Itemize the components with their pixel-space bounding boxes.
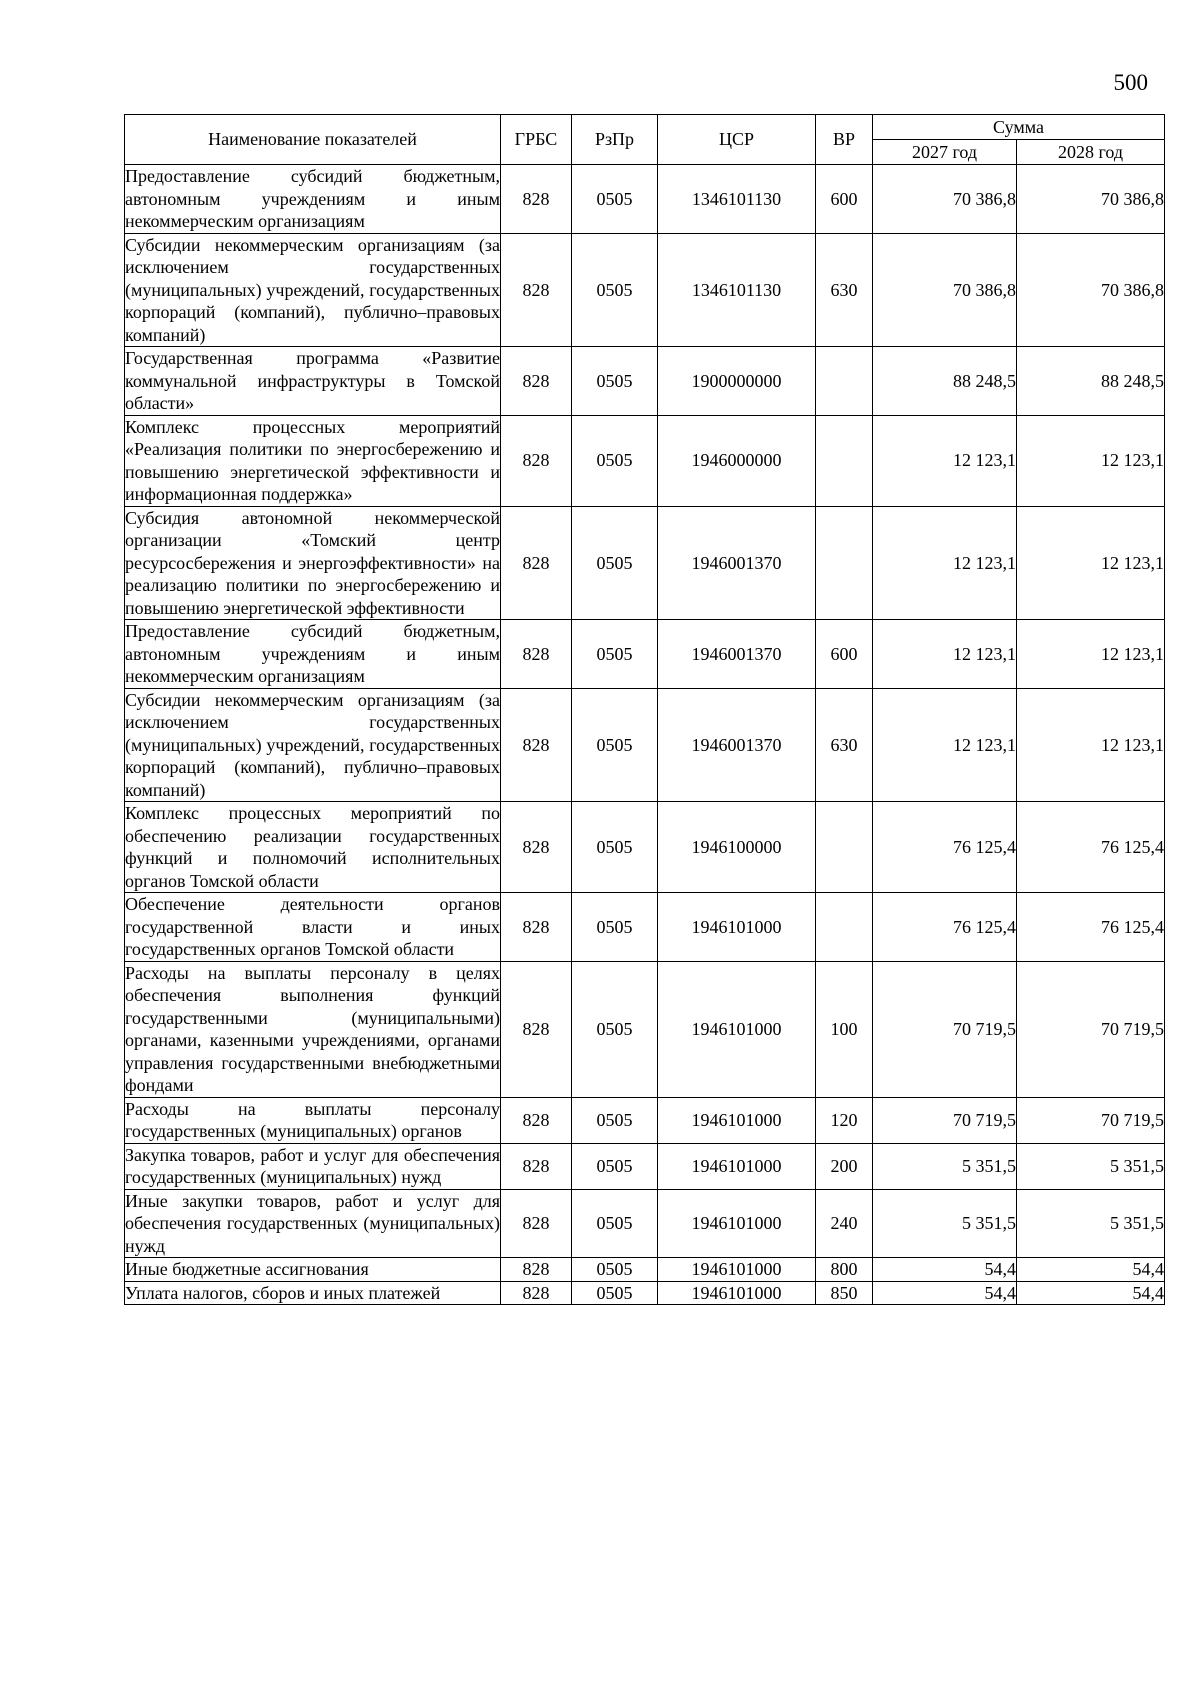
cell-sum-2027: 12 123,1: [873, 620, 1017, 689]
cell-csr: 1946101000: [658, 1097, 816, 1143]
cell-rzpr: 0505: [572, 1143, 658, 1189]
cell-vr: [816, 893, 873, 962]
cell-csr: 1946101000: [658, 1281, 816, 1305]
header-vr: ВР: [816, 115, 873, 165]
cell-sum-2027: 54,4: [873, 1281, 1017, 1305]
cell-vr: [816, 415, 873, 506]
table-row: [125, 506, 1165, 620]
cell-vr: 800: [816, 1258, 873, 1282]
cell-sum-2027: 5 351,5: [873, 1189, 1017, 1258]
cell-sum-2028: 70 386,8: [1017, 233, 1165, 347]
cell-sum-2028: 5 351,5: [1017, 1189, 1165, 1258]
cell-grbs: 828: [501, 1143, 572, 1189]
header-sum: Сумма: [873, 115, 1165, 140]
header-csr: ЦСР: [658, 115, 816, 165]
cell-rzpr: 0505: [572, 415, 658, 506]
cell-sum-2028: 12 123,1: [1017, 506, 1165, 620]
table-row: [125, 1281, 1165, 1305]
cell-sum-2028: 70 719,5: [1017, 1097, 1165, 1143]
cell-sum-2027: 12 123,1: [873, 688, 1017, 802]
cell-csr: 1946000000: [658, 415, 816, 506]
cell-sum-2028: 5 351,5: [1017, 1143, 1165, 1189]
cell-csr: 1346101130: [658, 165, 816, 234]
cell-vr: 200: [816, 1143, 873, 1189]
cell-name: Расходы на выплаты персоналу государственных (муниципальных) органов: [125, 1098, 500, 1141]
cell-sum-2027: 70 719,5: [873, 1097, 1017, 1143]
cell-sum-2027: 76 125,4: [873, 893, 1017, 962]
cell-sum-2028: 12 123,1: [1017, 415, 1165, 506]
cell-vr: 600: [816, 165, 873, 234]
cell-vr: 630: [816, 688, 873, 802]
cell-csr: 1946101000: [658, 1258, 816, 1282]
cell-sum-2027: 88 248,5: [873, 347, 1017, 416]
cell-sum-2027: 70 386,8: [873, 165, 1017, 234]
table-row: [125, 802, 1165, 893]
table-body: [125, 165, 1165, 1305]
table-row: [125, 347, 1165, 416]
cell-name: Предоставление субсидий бюджетным, автономным учреждениям и иным некоммерческим организациям: [125, 166, 500, 231]
cell-grbs: 828: [501, 1281, 572, 1305]
header-rzpr: РзПр: [572, 115, 658, 165]
cell-sum-2027: 5 351,5: [873, 1143, 1017, 1189]
cell-vr: 630: [816, 233, 873, 347]
cell-name: Иные бюджетные ассигнования: [125, 1258, 501, 1282]
cell-rzpr: 0505: [572, 802, 658, 893]
cell-vr: 850: [816, 1281, 873, 1305]
page-number: 500: [1113, 70, 1148, 95]
cell-grbs: 828: [501, 415, 572, 506]
cell-name: Комплекс процессных мероприятий «Реализация политики по энергосбережению и повышению энергетической эффективности и информационная поддержка»: [125, 416, 500, 504]
cell-vr: 120: [816, 1097, 873, 1143]
cell-rzpr: 0505: [572, 1189, 658, 1258]
cell-sum-2027: 54,4: [873, 1258, 1017, 1282]
cell-name: Субсидии некоммерческим организациям (за исключением государственных (муниципальных) учреждений, государственных корпораций (компаний), публично–правовых компаний): [125, 234, 500, 345]
cell-csr: 1946001370: [658, 506, 816, 620]
cell-sum-2027: 12 123,1: [873, 415, 1017, 506]
cell-csr: 1946101000: [658, 1143, 816, 1189]
cell-rzpr: 0505: [572, 506, 658, 620]
cell-csr: 1946101000: [658, 1189, 816, 1258]
table-row: [125, 165, 1165, 234]
cell-sum-2027: 70 719,5: [873, 961, 1017, 1097]
cell-name: Комплекс процессных мероприятий по обеспечению реализации государственных функций и полномочий исполнительных органов Томской области: [125, 803, 500, 891]
cell-rzpr: 0505: [572, 1097, 658, 1143]
header-grbs: ГРБС: [501, 115, 572, 165]
cell-grbs: 828: [501, 1189, 572, 1258]
cell-name: Субсидии некоммерческим организациям (за исключением государственных (муниципальных) учреждений, государственных корпораций (компаний), публично–правовых компаний): [125, 689, 500, 800]
table-row: [125, 688, 1165, 802]
cell-csr: 1346101130: [658, 233, 816, 347]
cell-name: Закупка товаров, работ и услуг для обеспечения государственных (муниципальных) нужд: [125, 1144, 500, 1187]
cell-rzpr: 0505: [572, 620, 658, 689]
cell-vr: [816, 802, 873, 893]
cell-name: Иные закупки товаров, работ и услуг для обеспечения государственных (муниципальных) нужд: [125, 1190, 500, 1256]
cell-grbs: 828: [501, 165, 572, 234]
cell-grbs: 828: [501, 893, 572, 962]
cell-csr: 1900000000: [658, 347, 816, 416]
table-row: [125, 893, 1165, 962]
cell-grbs: 828: [501, 233, 572, 347]
cell-name: Субсидия автономной некоммерческой организации «Томский центр ресурсосбережения и энергоэффективности» на реализацию политики по энергосбережению и повышению энергетической эффективности: [125, 507, 500, 618]
cell-grbs: 828: [501, 1097, 572, 1143]
cell-rzpr: 0505: [572, 961, 658, 1097]
cell-sum-2027: 76 125,4: [873, 802, 1017, 893]
cell-sum-2028: 12 123,1: [1017, 620, 1165, 689]
cell-rzpr: 0505: [572, 233, 658, 347]
cell-grbs: 828: [501, 620, 572, 689]
cell-sum-2028: 70 719,5: [1017, 961, 1165, 1097]
cell-grbs: 828: [501, 961, 572, 1097]
cell-sum-2027: 70 386,8: [873, 233, 1017, 347]
cell-name: Уплата налогов, сборов и иных платежей: [125, 1281, 501, 1305]
cell-rzpr: 0505: [572, 893, 658, 962]
header-year-2027: 2027 год: [873, 140, 1017, 165]
cell-rzpr: 0505: [572, 347, 658, 416]
table-row: [125, 1189, 1165, 1258]
cell-sum-2028: 12 123,1: [1017, 688, 1165, 802]
cell-name: Государственная программа «Развитие коммунальной инфраструктуры в Томской области»: [125, 348, 500, 413]
cell-vr: 100: [816, 961, 873, 1097]
cell-name: Расходы на выплаты персоналу в целях обеспечения выполнения функций государственными (муниципальными) органами, казенными учреждениями, органами управления государственными внебюджетными фондами: [125, 962, 500, 1095]
cell-csr: 1946100000: [658, 802, 816, 893]
table-header: [125, 115, 1165, 165]
cell-grbs: 828: [501, 802, 572, 893]
cell-csr: 1946101000: [658, 961, 816, 1097]
cell-csr: 1946001370: [658, 688, 816, 802]
cell-rzpr: 0505: [572, 1258, 658, 1282]
header-name: Наименование показателей: [125, 115, 501, 165]
budget-table: [124, 114, 1165, 1305]
table-row: [125, 1097, 1165, 1143]
cell-sum-2028: 54,4: [1017, 1281, 1165, 1305]
header-year-2028: 2028 год: [1017, 140, 1165, 165]
cell-vr: [816, 347, 873, 416]
cell-sum-2028: 76 125,4: [1017, 802, 1165, 893]
table-row: [125, 233, 1165, 347]
table-row: [125, 1143, 1165, 1189]
table-row: [125, 620, 1165, 689]
cell-rzpr: 0505: [572, 688, 658, 802]
cell-grbs: 828: [501, 1258, 572, 1282]
table-row: [125, 415, 1165, 506]
cell-sum-2028: 76 125,4: [1017, 893, 1165, 962]
table-row: [125, 961, 1165, 1097]
table-row: [125, 1258, 1165, 1282]
cell-csr: 1946101000: [658, 893, 816, 962]
cell-vr: 240: [816, 1189, 873, 1258]
cell-sum-2028: 88 248,5: [1017, 347, 1165, 416]
cell-name: Обеспечение деятельности органов государственной власти и иных государственных органов Томской области: [125, 894, 500, 959]
cell-sum-2027: 12 123,1: [873, 506, 1017, 620]
cell-rzpr: 0505: [572, 165, 658, 234]
cell-grbs: 828: [501, 506, 572, 620]
cell-rzpr: 0505: [572, 1281, 658, 1305]
cell-grbs: 828: [501, 347, 572, 416]
cell-csr: 1946001370: [658, 620, 816, 689]
cell-name: Предоставление субсидий бюджетным, автономным учреждениям и иным некоммерческим организациям: [125, 621, 500, 686]
cell-sum-2028: 54,4: [1017, 1258, 1165, 1282]
cell-grbs: 828: [501, 688, 572, 802]
cell-vr: [816, 506, 873, 620]
cell-sum-2028: 70 386,8: [1017, 165, 1165, 234]
cell-vr: 600: [816, 620, 873, 689]
